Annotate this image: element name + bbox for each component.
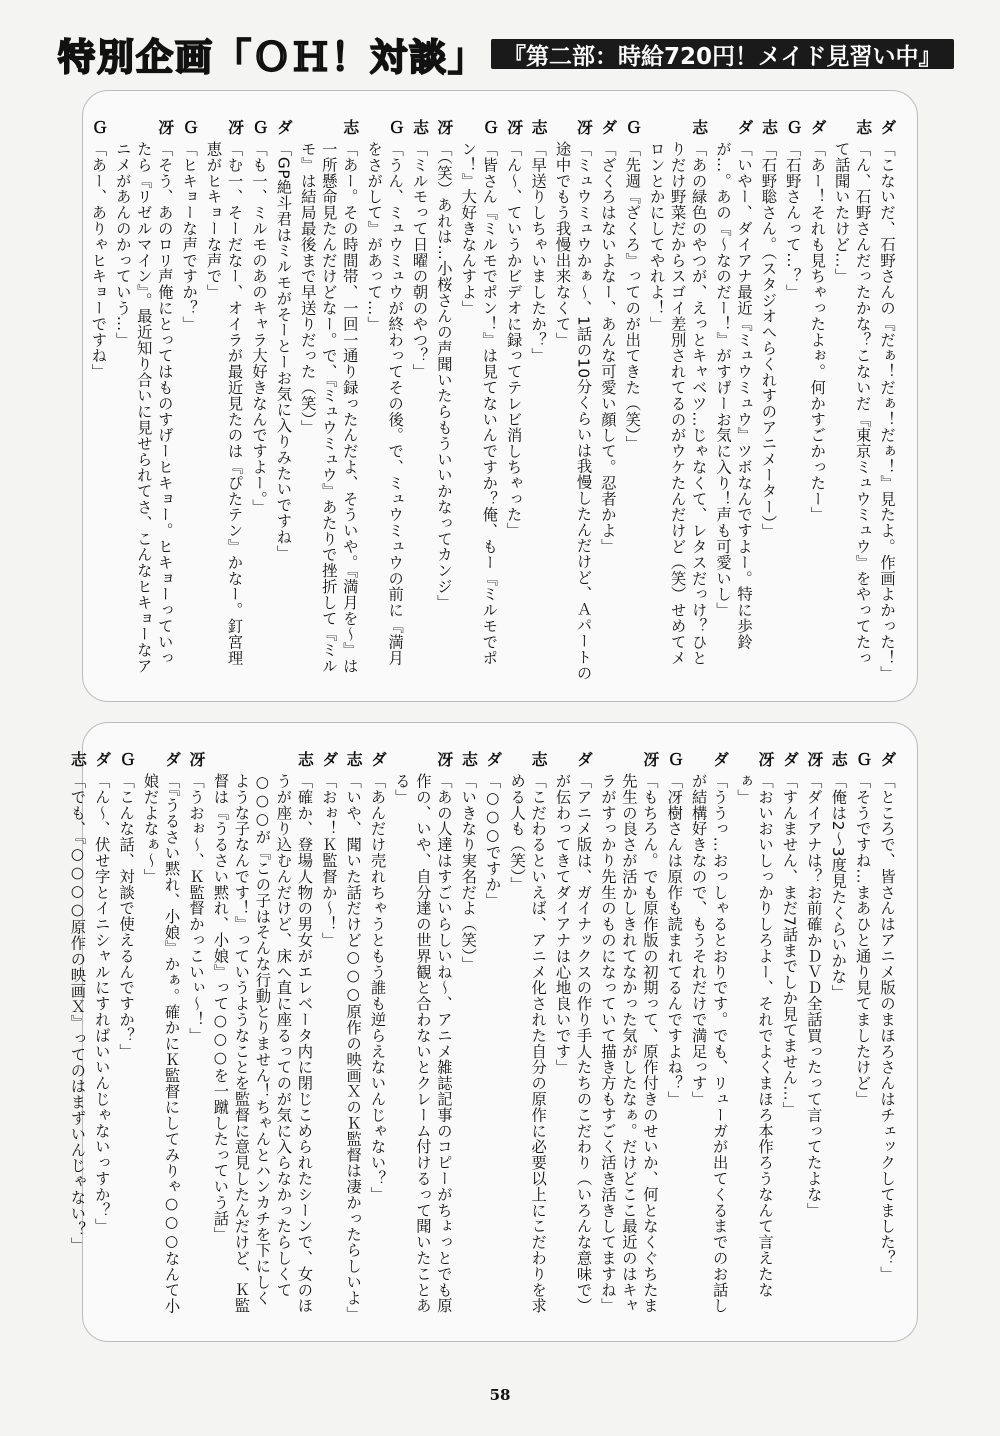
dialogue-line [506,751,548,1321]
dialogue-line [112,119,175,681]
dialogue-line [806,119,827,681]
dialogue-line [876,119,897,681]
dialogue-line [757,119,778,681]
dialogue-line [272,119,293,681]
dialogue-text: 「先週『ざくろ』ってのが出てきた（笑）」 [623,141,642,452]
dialogue-text: 「あんだけ売れちゃうともう誰も逆らえないんじゃない？」 [368,773,387,1203]
speaker-label: 志 [529,119,549,135]
dialogue-text: 「○○○ですか」 [483,773,502,909]
speaker-label: Ｇ [623,119,643,135]
dialogue-text: 「も一、ミルモのあのキャラ大好きなんですよー。」 [249,141,268,515]
speaker-label: Ｇ [89,119,109,135]
dialogue-text: 「ん～、ていうかビデオに録ってテレビ消しちゃった」 [504,141,523,539]
dialogue-line [527,119,548,681]
speaker-label: 志 [829,751,849,767]
speaker-label: Ｇ [783,119,803,135]
speaker-label: ダ [368,751,388,767]
dialogue-text: 「（笑）あれは…小桜さんの声聞いたらもういいかなってカンジ」 [434,141,453,611]
dialogue-text: 「ん、石野さんだったかな？こないだ『東京ミュウミュウ』をやってたって話聞いたけど…」 [832,141,872,666]
feature-subtitle: 『第二部：時給720円！メイド見習い中』 [491,39,954,69]
dialogue-text: 「確か、登場人物の男女がエレベータ内に閉じこめられたシーンで、女のほうが座り込むんだけど、床へ直に座るってのが気に入らなかったらしくて○○○が『この子はそんな行動とりません！ちゃんとハンカチを下にしくような子なんです！』っていうようなことを監督に意見したんだけど、Ｋ監督は『うるさい黙れ、小娘』って○○○を一蹴したっていう話」 [211,773,314,1314]
dialogue-text: 「ミルモって日曜の朝のやつ？」 [410,141,429,380]
dialogue-text: 「すんません、まだ7話までしか見てません…」 [780,773,799,1118]
speaker-label: ダ [878,119,897,135]
dialogue-text: 「あー、ありゃヒキョーですね」 [89,141,108,380]
dialogue-text: 「うん、ミュウミュウが終わってその後。で、ミュウミュウの前に『満月をさがして』があって…」 [365,141,405,666]
speaker-label: 冴 [756,751,776,767]
speaker-label: ダ [319,751,339,767]
dialogue-line [688,751,730,1321]
speaker-label: 志 [344,751,364,767]
dialogue-line [409,119,430,681]
dialogue-text: 「おいおいしっかりしろよー、それでよくまほろ本作ろうなんて言えたなぁ」 [735,773,775,1298]
speaker-label: 志 [340,119,360,135]
speaker-label: ダ [878,751,897,767]
dialogue-panel-bottom [68,722,918,1342]
speaker-label: ダ [710,751,730,767]
speaker-label: 志 [853,119,873,135]
dialogue-line [646,119,709,681]
dialogue-line [87,119,108,681]
speaker-label: ダ [274,119,294,135]
dialogue-text: 「皆さん『ミルモでポン！』は見てないんですか？俺、もー『ミルモでポン！』大好きなんすよ」 [459,141,499,666]
dialogue-line [185,751,206,1321]
dialogue-text: 「ミュウミュウかぁ～、1話の10分くらいは我慢したんだけど、Ａパートの途中でもう我慢出来なくて」 [553,141,593,681]
speaker-label: 志 [295,751,315,767]
speaker-label: ダ [92,751,112,767]
speaker-label: Ｇ [386,119,406,135]
speaker-label: 冴 [434,751,454,767]
dialogue-text: 「あー！それも見ちゃったよぉ。何かすごかったー」 [808,141,827,523]
dialogue-line [115,751,136,1321]
dialogue-text: 「俺は2～3度見たくらいかな」 [829,773,848,1001]
dialogue-line [663,751,684,1321]
dialogue-text: 「あの緑色のやつが、えっとキャベツ…じゃなくて、レタスだっけ？ひとりだけ野菜だからスゴイ差別されてるのがウケたんだけど（笑）せめてメロンとかにしてやれよ！」 [647,141,708,666]
dialogue-column-group [89,119,897,682]
dialogue-line [297,119,360,681]
dialogue-text: 「いきなり実名だよ（笑）」 [459,773,478,973]
dialogue-line [178,119,199,681]
dialogue-line [248,119,269,681]
speaker-label: ダ [162,751,182,767]
dialogue-text: 「GP絶斗君はミルモがそーとーお気に入りみたいですね」 [274,141,293,561]
dialogue-text: 「ヒキョーな声ですか？」 [180,141,199,332]
feature-title: 特別企画「ＯＨ！対談」 [58,36,487,79]
dialogue-text: 「冴樹さんは原作も読まれてるんですよね？」 [665,773,684,1107]
dialogue-line [433,119,454,681]
dialogue-line [712,119,754,681]
dialogue-text: 「こんな話、対談で使えるんですか？」 [117,773,136,1060]
dialogue-line [457,751,478,1321]
dialogue-line [778,751,799,1321]
speaker-label: 冴 [640,751,660,767]
speaker-label: Ｇ [117,751,137,767]
dialogue-line [66,751,87,1321]
dialogue-text: 「いや、聞いた話だけど○○○原作の映画ＸのＫ監督は凄かったらしいよ」 [344,773,363,1322]
dialogue-text: 「いやー、ダイアナ最近『ミュウミュウ』ツボなんですよー。特に歩鈴が…。あの『～なのだー！』がすげーお気に入り！声も可愛いし」 [714,141,754,650]
dialogue-line [803,751,824,1321]
dialogue-line [391,751,454,1321]
speaker-label: Ｇ [249,119,269,135]
speaker-label: 志 [459,751,479,767]
dialogue-text: 「ん～、伏せ字とイニシャルにすればいいんじゃないっすか？」 [92,773,111,1235]
dialogue-line [551,119,593,681]
dialogue-text: 「でも、『○○○○原作の映画Ｘ』ってのはまずいんじゃない？」 [68,773,87,1254]
dialogue-line [318,751,339,1321]
dialogue-line [827,751,848,1321]
speaker-label: 志 [529,751,549,767]
dialogue-text: 「そうですね…まあひと通り見てましたけど」 [853,773,872,1107]
dialogue-line [733,751,775,1321]
dialogue-text: 「アニメ版は、ガイナックスの作り手人たちのこだわり（いろんな意味で）が伝わってきてダイアナは心地良いです」 [553,773,593,1314]
speaker-label: 冴 [574,119,594,135]
speaker-label: Ｇ [853,751,873,767]
speaker-label: Ｇ [180,119,200,135]
speaker-label: 冴 [804,751,824,767]
dialogue-line [457,119,499,681]
dialogue-line [782,119,803,681]
dialogue-line [482,751,503,1321]
dialogue-line [503,119,524,681]
speaker-label: 志 [68,751,88,767]
page-number: 58 [489,1386,511,1404]
dialogue-text: 「む一、そーだなー、オイラが最近見たのは『ぴたテン』かなー。釘宮理恵がヒキョーな声で」 [204,141,244,666]
dialogue-line [363,119,405,681]
page-header [58,28,942,80]
speaker-label: ダ [808,119,828,135]
dialogue-line [597,751,660,1321]
dialogue-line [203,119,245,681]
dialogue-text: 「ざくろはないよなー、あんな可愛い顔して。忍者かよ」 [598,141,617,555]
speaker-label: 冴 [155,119,175,135]
speaker-label: 冴 [186,751,206,767]
speaker-label: ダ [780,751,800,767]
dialogue-text: 「早送りしちゃいましたか？」 [529,141,548,364]
speaker-label: Ｇ [665,751,685,767]
dialogue-line [551,751,593,1321]
dialogue-text: 「石野さんって…？」 [783,141,802,300]
dialogue-text: 「ところで、皆さんはアニメ版のまほろさんはチェックしてました？」 [878,773,896,1282]
speaker-label: 冴 [225,119,245,135]
dialogue-line [597,119,618,681]
dialogue-text: 「ダイアナは？お前確かＤＶＤ全話買ったって言ってたよな」 [804,773,823,1219]
dialogue-text: 「石野聡さん。（スタジオへらくれすのアニメーター）」 [759,141,778,540]
dialogue-line [367,751,388,1321]
speaker-label: 冴 [504,119,524,135]
speaker-label: 志 [689,119,709,135]
dialogue-text: 「こないだ、石野さんの『だぁ！だぁ！だぁ！』見たよ。作画よかった！」 [878,141,896,682]
dialogue-line [876,751,897,1321]
speaker-label: 志 [759,119,779,135]
speaker-label: ダ [483,751,503,767]
speaker-label: 志 [410,119,430,135]
dialogue-text: 「ううっ…おっしゃるとおりです。でも、リューガが出てくるまでのお話しが結構好きなので、もうそれだけで満足っす」 [689,773,729,1314]
dialogue-line [621,119,642,681]
dialogue-line [140,751,182,1321]
dialogue-text: 「あー。その時間帯、一回一通り録ったんだよ、そういや。『満月を～』は一所懸命見たんだけどなー。で、『ミュウミュウ』あたりで挫折して『ミルモ』は結局最後まで早送りだった（笑）」 [298,141,359,674]
dialogue-line [209,751,314,1321]
dialogue-line [91,751,112,1321]
speaker-label: 冴 [434,119,454,135]
dialogue-text: 「おぉ！Ｋ監督か～！」 [319,773,338,948]
dialogue-text: 「こだわるといえば、アニメ化された自分の原作に必要以上にこだわりを求める人も（笑）」 [508,773,548,1314]
speaker-label: Ｇ [480,119,500,135]
dialogue-panel-top [82,90,918,702]
dialogue-text: 「そう、あのロリ声俺にとってはものすげーヒキョー。ヒキョーっていったら『リゼルマイン』。最近知り合いに見せられてさ、こんなヒキョーなアニメがあんのかっていう…」 [113,141,174,674]
speaker-label: ダ [574,751,594,767]
dialogue-text: 「『うるさい黙れ、小娘』かぁ。確かにＫ監督にしてみりゃ○○○なんて小娘だよなぁ～」 [141,773,181,1315]
dialogue-text: 「うおぉ～、Ｋ監督かっこいぃ～！」 [186,773,205,1044]
dialogue-text: 「あの人達はすごいらしいね～、アニメ雑誌記事のコピーがちょっとでも原作の、いや、自分達の世界観と合わないとクレーム付けるって聞いたことある」 [392,773,453,1314]
dialogue-line [831,119,873,681]
dialogue-text: 「もちろん。でも原作版の初期って、原作付きのせいか、何となくぐちたま先生の良さが活かしきれてなかった気がしたなぁ。だけどここ最近のはキャラがすっかり先生のものになっていて描き方もすごく活き活きしてますね」 [598,773,659,1314]
speaker-label: ダ [735,119,755,135]
speaker-label: ダ [598,119,618,135]
dialogue-line [342,751,363,1321]
dialogue-line [852,751,873,1321]
dialogue-column-group [68,751,897,1322]
